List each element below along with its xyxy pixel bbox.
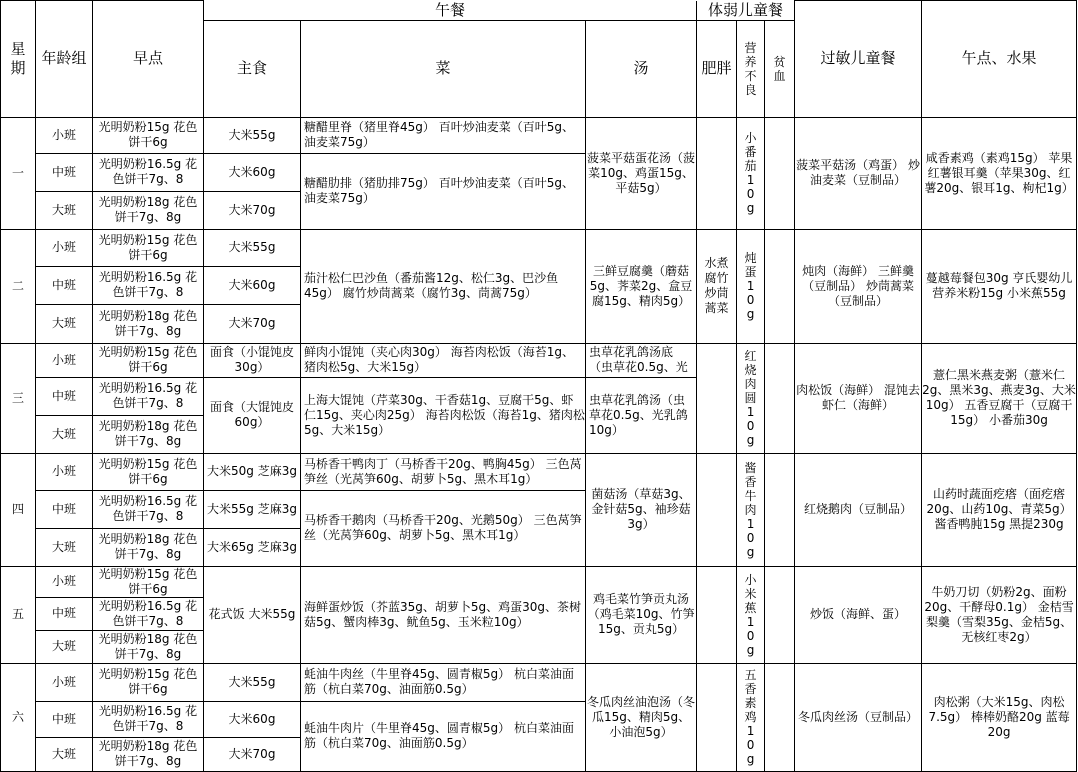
allergy-cell: 炒饭（海鲜、蛋） (795, 566, 922, 663)
staple-cell: 大米55g 芝麻3g (204, 490, 301, 528)
anemia-cell (765, 566, 795, 663)
staple-cell: 大米60g (204, 153, 301, 191)
day-label: 三 (1, 343, 36, 453)
malnutrition-cell: 酱香牛肉10g (737, 453, 765, 566)
anemia-cell (765, 663, 795, 771)
day-label: 二 (1, 229, 36, 343)
breakfast-cell: 光明奶粉16.5g 花色饼干7g、8 (93, 490, 204, 528)
dish-cell: 糖醋肋排（猪肋排75g） 百叶炒油麦菜（百叶5g、油麦菜75g） (301, 153, 586, 229)
breakfast-cell: 光明奶粉15g 花色饼干6g (93, 566, 204, 597)
header-weekday: 星期 (1, 1, 36, 118)
dish-cell: 蚝油牛肉片（牛里脊45g、圆青椒5g） 杭白菜油面筋（杭白菜70g、油面筋0.5g） (301, 701, 586, 771)
staple-cell: 大米70g (204, 737, 301, 771)
staple-cell: 大米60g (204, 266, 301, 304)
malnutrition-cell: 小番茄10g (737, 117, 765, 229)
breakfast-cell: 光明奶粉16.5g 花色饼干7g、8 (93, 153, 204, 191)
dish-cell: 上海大馄饨（芹菜30g、干香菇1g、豆腐干5g、虾仁15g、夹心肉25g） 海苔肉松饭（海苔1g、猪肉松5g、大米15g） (301, 377, 586, 453)
staple-cell: 大米70g (204, 191, 301, 229)
staple-cell: 大米55g (204, 229, 301, 266)
header-lunch: 午餐 (204, 1, 697, 21)
breakfast-cell: 光明奶粉18g 花色饼干7g、8g (93, 191, 204, 229)
obese-cell (697, 453, 737, 566)
grade-label: 小班 (36, 229, 93, 266)
anemia-cell (765, 117, 795, 229)
header-soup: 汤 (586, 20, 697, 117)
staple-cell: 面食（大馄饨皮60g） (204, 377, 301, 453)
grade-label: 小班 (36, 453, 93, 490)
dish-cell: 蚝油牛肉丝（牛里脊45g、圆青椒5g） 杭白菜油面筋（杭白菜70g、油面筋0.5g） (301, 663, 586, 701)
soup-cell: 冬瓜肉丝油泡汤（冬瓜15g、精肉5g、小油泡5g） (586, 663, 697, 771)
breakfast-cell: 光明奶粉15g 花色饼干6g (93, 343, 204, 377)
afternoon-cell: 肉松粥（大米15g、肉松7.5g） 棒棒奶酪20g 蓝莓20g (922, 663, 1077, 771)
header-anemia: 贫血 (765, 20, 795, 117)
breakfast-cell: 光明奶粉18g 花色饼干7g、8g (93, 630, 204, 663)
grade-label: 中班 (36, 490, 93, 528)
grade-label: 中班 (36, 153, 93, 191)
grade-label: 中班 (36, 266, 93, 304)
dish-cell: 糖醋里脊（猪里脊45g） 百叶炒油麦菜（百叶5g、油麦菜75g） (301, 117, 586, 153)
breakfast-cell: 光明奶粉15g 花色饼干6g (93, 453, 204, 490)
breakfast-cell: 光明奶粉18g 花色饼干7g、8g (93, 415, 204, 453)
soup-cell: 三鲜豆腐羹（蘑菇5g、荠菜2g、盒豆腐15g、精肉5g） (586, 229, 697, 343)
dish-cell: 鲜肉小馄饨（夹心肉30g） 海苔肉松饭（海苔1g、猪肉松5g、大米15g） (301, 343, 586, 377)
breakfast-cell: 光明奶粉15g 花色饼干6g (93, 117, 204, 153)
soup-cell: 菠菜平菇蛋花汤（菠菜10g、鸡蛋15g、平菇5g） (586, 117, 697, 229)
staple-cell: 面食（小馄饨皮30g） (204, 343, 301, 377)
grade-label: 大班 (36, 304, 93, 343)
malnutrition-cell: 炖蛋10g (737, 229, 765, 343)
obese-cell (697, 117, 737, 229)
anemia-cell (765, 229, 795, 343)
afternoon-cell: 牛奶刀切（奶粉2g、面粉20g、干酵母0.1g） 金桔雪梨羹（雪梨35g、金桔5g、无核红枣2g） (922, 566, 1077, 663)
allergy-cell: 肉松饭（海鲜） 混饨去虾仁（海鲜） (795, 343, 922, 453)
header-malnutrition: 营养不良 (737, 20, 765, 117)
grade-label: 大班 (36, 737, 93, 771)
day-label: 六 (1, 663, 36, 771)
afternoon-cell: 蔓越莓餐包30g 亨氏婴幼儿营养米粉15g 小米蕉55g (922, 229, 1077, 343)
breakfast-cell: 光明奶粉16.5g 花色饼干7g、8 (93, 377, 204, 415)
malnutrition-cell: 五香素鸡10g (737, 663, 765, 771)
day-label: 五 (1, 566, 36, 663)
obese-cell (697, 566, 737, 663)
breakfast-cell: 光明奶粉18g 花色饼干7g、8g (93, 304, 204, 343)
obese-cell (697, 343, 737, 453)
breakfast-cell: 光明奶粉16.5g 花色饼干7g、8 (93, 701, 204, 737)
allergy-cell: 炖肉（海鲜） 三鲜羹（豆制品） 炒茼蒿菜（豆制品） (795, 229, 922, 343)
grade-label: 小班 (36, 117, 93, 153)
allergy-cell: 菠菜平菇汤（鸡蛋） 炒油麦菜（豆制品） (795, 117, 922, 229)
header-allergy-meal: 过敏儿童餐 (795, 1, 922, 118)
header-age-group: 年龄组 (36, 1, 93, 118)
header-staple: 主食 (204, 20, 301, 117)
breakfast-cell: 光明奶粉18g 花色饼干7g、8g (93, 737, 204, 771)
afternoon-cell: 山药时蔬面疙瘩（面疙瘩20g、山药10g、青菜5g） 酱香鸭肫15g 黑提230g (922, 453, 1077, 566)
breakfast-cell: 光明奶粉15g 花色饼干6g (93, 229, 204, 266)
staple-cell: 大米55g (204, 663, 301, 701)
staple-cell: 大米55g (204, 117, 301, 153)
grade-label: 大班 (36, 630, 93, 663)
staple-cell: 大米70g (204, 304, 301, 343)
grade-label: 中班 (36, 597, 93, 630)
breakfast-cell: 光明奶粉16.5g 花色饼干7g、8 (93, 266, 204, 304)
soup-cell: 菌菇汤（草菇3g、金针菇5g、袖珍菇3g） (586, 453, 697, 566)
obese-cell: 水煮腐竹炒茼蒿菜 (697, 229, 737, 343)
grade-label: 中班 (36, 701, 93, 737)
grade-label: 大班 (36, 415, 93, 453)
day-label: 四 (1, 453, 36, 566)
header-afternoon-fruit: 午点、水果 (922, 1, 1077, 118)
header-obese: 肥胖 (697, 20, 737, 117)
afternoon-cell: 咸香素鸡（素鸡15g） 苹果红薯银耳羹（苹果30g、红薯20g、银耳1g、枸杞1g） (922, 117, 1077, 229)
breakfast-cell: 光明奶粉15g 花色饼干6g (93, 663, 204, 701)
day-label: 一 (1, 117, 36, 229)
soup-cell: 虫草花乳鸽汤底（虫草花0.5g、光 (586, 343, 697, 377)
staple-cell: 大米60g (204, 701, 301, 737)
grade-label: 大班 (36, 191, 93, 229)
header-weak-meal: 体弱儿童餐 (697, 1, 795, 21)
staple-cell: 花式饭 大米55g (204, 566, 301, 663)
allergy-cell: 冬瓜肉丝汤（豆制品） (795, 663, 922, 771)
soup-cell: 鸡毛菜竹笋贡丸汤（鸡毛菜10g、竹笋15g、贡丸5g） (586, 566, 697, 663)
header-breakfast: 早点 (93, 1, 204, 118)
dish-cell: 海鲜蛋炒饭（芥蓝35g、胡萝卜5g、鸡蛋30g、茶树菇5g、蟹肉棒3g、鱿鱼5g、玉米粒10g） (301, 566, 586, 663)
obese-cell (697, 663, 737, 771)
header-dish: 菜 (301, 20, 586, 117)
breakfast-cell: 光明奶粉16.5g 花色饼干7g、8 (93, 597, 204, 630)
malnutrition-cell: 红烧肉圆10g (737, 343, 765, 453)
grade-label: 小班 (36, 343, 93, 377)
afternoon-cell: 薏仁黑米燕麦粥（薏米仁2g、黑米3g、燕麦3g、大米10g） 五香豆腐干（豆腐干15g） 小番茄30g (922, 343, 1077, 453)
dish-cell: 马桥香干鸭肉丁（马桥香干20g、鸭胸45g） 三色莴笋丝（光莴笋60g、胡萝卜5g、黑木耳1g） (301, 453, 586, 490)
dish-cell: 马桥香干鹅肉（马桥香干20g、光鹅50g） 三色莴笋丝（光莴笋60g、胡萝卜5g、黑木耳1g） (301, 490, 586, 566)
allergy-cell: 红烧鹅肉（豆制品） (795, 453, 922, 566)
grade-label: 小班 (36, 663, 93, 701)
soup-cell: 虫草花乳鸽汤（虫草花0.5g、光乳鸽10g） (586, 377, 697, 453)
staple-cell: 大米65g 芝麻3g (204, 528, 301, 566)
grade-label: 中班 (36, 377, 93, 415)
anemia-cell (765, 453, 795, 566)
malnutrition-cell: 小米蕉10g (737, 566, 765, 663)
dish-cell: 茄汁松仁巴沙鱼（番茄酱12g、松仁3g、巴沙鱼45g） 腐竹炒茼蒿菜（腐竹3g、茼蒿75g） (301, 229, 586, 343)
breakfast-cell: 光明奶粉18g 花色饼干7g、8g (93, 528, 204, 566)
staple-cell: 大米50g 芝麻3g (204, 453, 301, 490)
anemia-cell (765, 343, 795, 453)
grade-label: 大班 (36, 528, 93, 566)
grade-label: 小班 (36, 566, 93, 597)
